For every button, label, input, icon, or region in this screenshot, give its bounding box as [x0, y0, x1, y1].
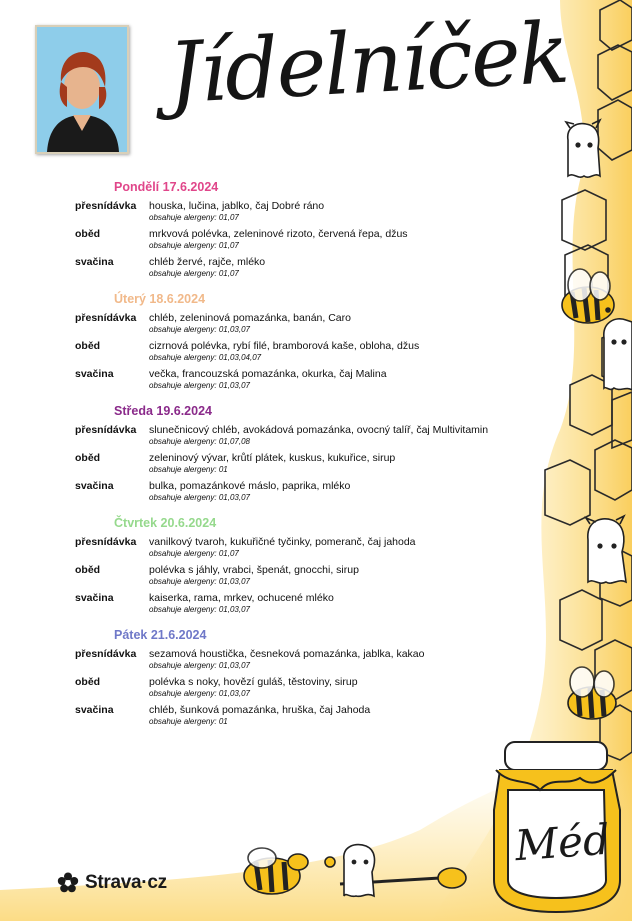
day-title: Úterý 18.6.2024	[114, 292, 206, 306]
meal-name: oběd	[75, 676, 101, 688]
meal-allergens	[149, 325, 250, 335]
allergen-prefix: obsahuje alergeny:	[149, 353, 217, 362]
meal-row	[75, 592, 545, 620]
allergen-prefix: obsahuje alergeny:	[149, 549, 217, 558]
meal-name: svačina	[75, 256, 114, 268]
day-section	[75, 626, 545, 732]
meal-name: oběd	[75, 228, 101, 240]
allergen-prefix: obsahuje alergeny:	[149, 577, 217, 586]
allergen-codes: 01	[218, 465, 228, 474]
weekly-menu	[75, 178, 545, 732]
day-title: Čtvrtek 20.6.2024	[114, 516, 217, 530]
meal-allergens	[149, 689, 250, 699]
cook-portrait-photo	[35, 25, 129, 154]
meal-description: vanilkový tvaroh, kukuřičné tyčinky, pomeranč, čaj jahoda	[149, 536, 416, 548]
meal-name: přesnídávka	[75, 312, 137, 324]
allergen-prefix: obsahuje alergeny:	[149, 465, 217, 474]
meal-name: přesnídávka	[75, 536, 137, 548]
allergen-codes: 01,03,07	[218, 661, 250, 670]
meal-allergens	[149, 661, 250, 671]
day-title: Pátek 21.6.2024	[114, 628, 207, 642]
meal-row	[75, 676, 545, 704]
ghost-illustration	[566, 120, 600, 177]
allergen-prefix: obsahuje alergeny:	[149, 689, 217, 698]
meal-row	[75, 452, 545, 480]
allergen-codes: 01	[218, 717, 228, 726]
allergen-codes: 01,03,07	[218, 577, 250, 586]
day-section	[75, 290, 545, 396]
meal-description: chléb, šunková pomazánka, hruška, čaj Jahoda	[149, 704, 371, 716]
meal-allergens	[149, 717, 228, 727]
meal-description: bulka, pomazánkové máslo, paprika, mléko	[149, 480, 351, 492]
meal-allergens	[149, 605, 250, 615]
strava-logo[interactable]	[57, 872, 167, 894]
meal-description: zeleninový vývar, krůtí plátek, kuskus, kukuřice, sirup	[149, 452, 396, 464]
meal-description: houska, lučina, jablko, čaj Dobré ráno	[149, 200, 325, 212]
jar-label: Méd	[513, 814, 612, 871]
allergen-codes: 01,03,07	[218, 381, 250, 390]
meal-row	[75, 200, 545, 228]
meal-row	[75, 256, 545, 284]
allergen-codes: 01,07	[218, 241, 239, 250]
meal-allergens	[149, 493, 250, 503]
meal-description: polévka s noky, hovězí guláš, těstoviny, sirup	[149, 676, 358, 688]
bee-illustration	[562, 269, 614, 323]
meal-allergens	[149, 353, 261, 363]
meal-allergens	[149, 577, 250, 587]
allergen-prefix: obsahuje alergeny:	[149, 493, 217, 502]
meal-row	[75, 312, 545, 340]
meal-allergens	[149, 381, 250, 391]
allergen-codes: 01,07	[218, 269, 239, 278]
allergen-codes: 01,07	[218, 549, 239, 558]
meal-description: polévka s jáhly, vrabci, špenát, gnocchi, sirup	[149, 564, 359, 576]
allergen-codes: 01,03,07	[218, 493, 250, 502]
meal-row	[75, 424, 545, 452]
allergen-codes: 01,07,08	[218, 437, 250, 446]
portrait-image	[37, 27, 127, 152]
meal-row	[75, 480, 545, 508]
meal-name: svačina	[75, 592, 114, 604]
meal-description: chléb, zeleninová pomazánka, banán, Caro	[149, 312, 351, 324]
allergen-codes: 01,03,07	[218, 605, 250, 614]
meal-row	[75, 340, 545, 368]
allergen-codes: 01,03,07	[218, 689, 250, 698]
meal-row	[75, 648, 545, 676]
allergen-prefix: obsahuje alergeny:	[149, 213, 217, 222]
meal-allergens	[149, 549, 239, 559]
allergen-codes: 01,03,07	[218, 325, 250, 334]
meal-name: přesnídávka	[75, 648, 137, 660]
meal-allergens	[149, 213, 239, 223]
allergen-prefix: obsahuje alergeny:	[149, 717, 217, 726]
meal-row	[75, 368, 545, 396]
day-title: Pondělí 17.6.2024	[114, 180, 219, 194]
logo-text: Strava·cz	[85, 872, 167, 893]
meal-name: oběd	[75, 452, 101, 464]
meal-name: přesnídávka	[75, 200, 137, 212]
meal-description: slunečnicový chléb, avokádová pomazánka, ovocný talíř, čaj Multivitamin	[149, 424, 489, 436]
meal-description: cizrnová polévka, rybí filé, bramborová kaše, obloha, džus	[149, 340, 420, 352]
meal-allergens	[149, 437, 250, 447]
meal-name: svačina	[75, 368, 114, 380]
day-title: Středa 19.6.2024	[114, 404, 212, 418]
meal-description: chléb žervé, rajče, mléko	[149, 256, 266, 268]
day-section	[75, 402, 545, 508]
allergen-codes: 01,07	[218, 213, 239, 222]
flower-icon	[57, 872, 79, 894]
meal-description: večka, francouzská pomazánka, okurka, čaj Malina	[149, 368, 387, 380]
day-section	[75, 514, 545, 620]
allergen-prefix: obsahuje alergeny:	[149, 437, 217, 446]
meal-name: oběd	[75, 564, 101, 576]
meal-row	[75, 536, 545, 564]
meal-name: oběd	[75, 340, 101, 352]
meal-description: mrkvová polévka, zeleninové rizoto, červená řepa, džus	[149, 228, 408, 240]
meal-allergens	[149, 465, 228, 475]
allergen-prefix: obsahuje alergeny:	[149, 241, 217, 250]
allergen-prefix: obsahuje alergeny:	[149, 269, 217, 278]
allergen-prefix: obsahuje alergeny:	[149, 605, 217, 614]
meal-row	[75, 564, 545, 592]
allergen-prefix: obsahuje alergeny:	[149, 661, 217, 670]
meal-name: přesnídávka	[75, 424, 137, 436]
allergen-prefix: obsahuje alergeny:	[149, 381, 217, 390]
meal-allergens	[149, 241, 239, 251]
page-title: Jídelníček	[165, 3, 570, 123]
allergen-codes: 01,03,04,07	[218, 353, 262, 362]
meal-description: kaiserka, rama, mrkev, ochucené mléko	[149, 592, 334, 604]
meal-description: sezamová houstička, česneková pomazánka, jablka, kakao	[149, 648, 425, 660]
day-section	[75, 178, 545, 284]
allergen-prefix: obsahuje alergeny:	[149, 325, 217, 334]
meal-name: svačina	[75, 480, 114, 492]
meal-allergens	[149, 269, 239, 279]
meal-row	[75, 228, 545, 256]
meal-row	[75, 704, 545, 732]
meal-name: svačina	[75, 704, 114, 716]
